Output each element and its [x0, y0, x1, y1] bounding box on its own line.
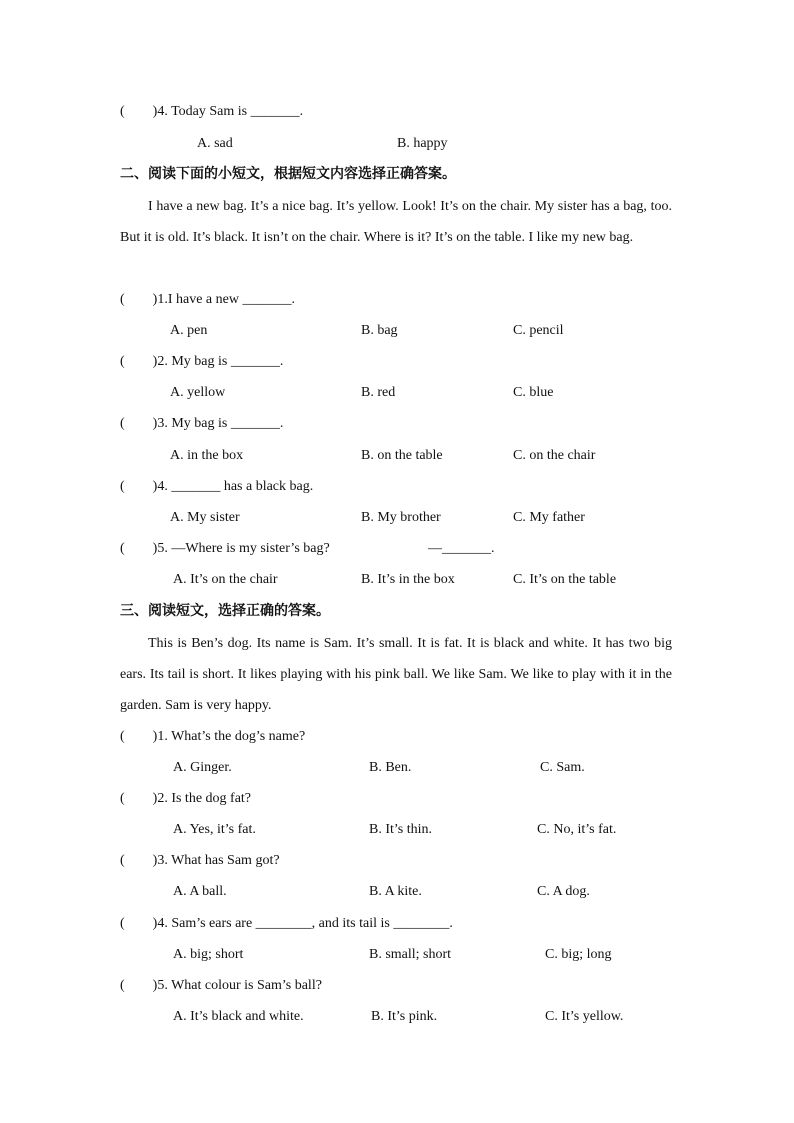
question-text: ( )4. Today Sam is _______. — [120, 104, 304, 119]
option-c: C. pencil — [513, 323, 564, 338]
option-c: C. blue — [513, 385, 554, 400]
option-a: A. My sister — [170, 510, 240, 525]
option-b: B. red — [361, 385, 396, 400]
option-a: A. Ginger. — [173, 760, 232, 775]
option-b: B. It’s thin. — [369, 822, 433, 837]
question-text: ( )4. Sam’s ears are ________, and its tail is ________. — [120, 916, 453, 931]
option-a: A. big; short — [173, 947, 244, 962]
option-b: B. It’s pink. — [371, 1009, 438, 1024]
option-b: B. It’s in the box — [361, 572, 455, 587]
option-b: B. A kite. — [369, 884, 422, 899]
option-c: C. It’s on the table — [513, 572, 617, 587]
option-c: C. My father — [513, 510, 585, 525]
question-text: ( )3. What has Sam got? — [120, 853, 280, 868]
reading-passage: I have a new bag. It’s a nice bag. It’s yellow. Look! It’s on the chair. My sister has a bag, too. But it is old. It’s black. It isn’t on the chair. Where is it? It’s on the table. I like my new bag. — [120, 199, 672, 245]
question-text: ( )3. My bag is _______. — [120, 416, 284, 431]
question-text: ( )1. What’s the dog’s name? — [120, 729, 306, 744]
question-text: ( )5. —Where is my sister’s bag? — [120, 541, 330, 556]
option-c: C. big; long — [545, 947, 612, 962]
question-text: ( )2. My bag is _______. — [120, 354, 284, 369]
option-c: C. Sam. — [540, 760, 585, 775]
option-b: B. bag — [361, 323, 398, 338]
question-text: ( )5. What colour is Sam’s ball? — [120, 978, 322, 993]
option-b: B. small; short — [369, 947, 452, 962]
option-b: B. happy — [397, 136, 448, 151]
question-text: ( )2. Is the dog fat? — [120, 791, 252, 806]
question-text: ( )1.I have a new _______. — [120, 292, 295, 307]
option-a: A. in the box — [170, 448, 244, 463]
option-a: A. A ball. — [173, 884, 227, 899]
option-b: B. on the table — [361, 448, 443, 463]
option-b: B. My brother — [361, 510, 441, 525]
option-a: A. It’s black and white. — [173, 1009, 304, 1024]
option-c: C. No, it’s fat. — [537, 822, 617, 837]
section-heading: 二、阅读下面的小短文，根据短文内容选择正确答案。 — [120, 166, 456, 182]
section-heading: 三、阅读短文，选择正确的答案。 — [120, 603, 330, 619]
answer-blank: —_______. — [428, 541, 495, 556]
option-a: A. It’s on the chair — [173, 572, 278, 587]
option-a: A. pen — [170, 323, 208, 338]
option-c: C. A dog. — [537, 884, 590, 899]
reading-passage: This is Ben’s dog. Its name is Sam. It’s small. It is fat. It is black and white. It has two big ears. Its tail is short. It likes playing with his pink ball. We like Sam. We like to play with it in the garden. Sam is very happy. — [120, 636, 672, 713]
option-a: A. yellow — [170, 385, 226, 400]
option-a: A. sad — [197, 136, 233, 151]
option-b: B. Ben. — [369, 760, 412, 775]
question-text: ( )4. _______ has a black bag. — [120, 479, 314, 494]
option-c: C. It’s yellow. — [545, 1009, 624, 1024]
option-c: C. on the chair — [513, 448, 596, 463]
option-a: A. Yes, it’s fat. — [173, 822, 256, 837]
